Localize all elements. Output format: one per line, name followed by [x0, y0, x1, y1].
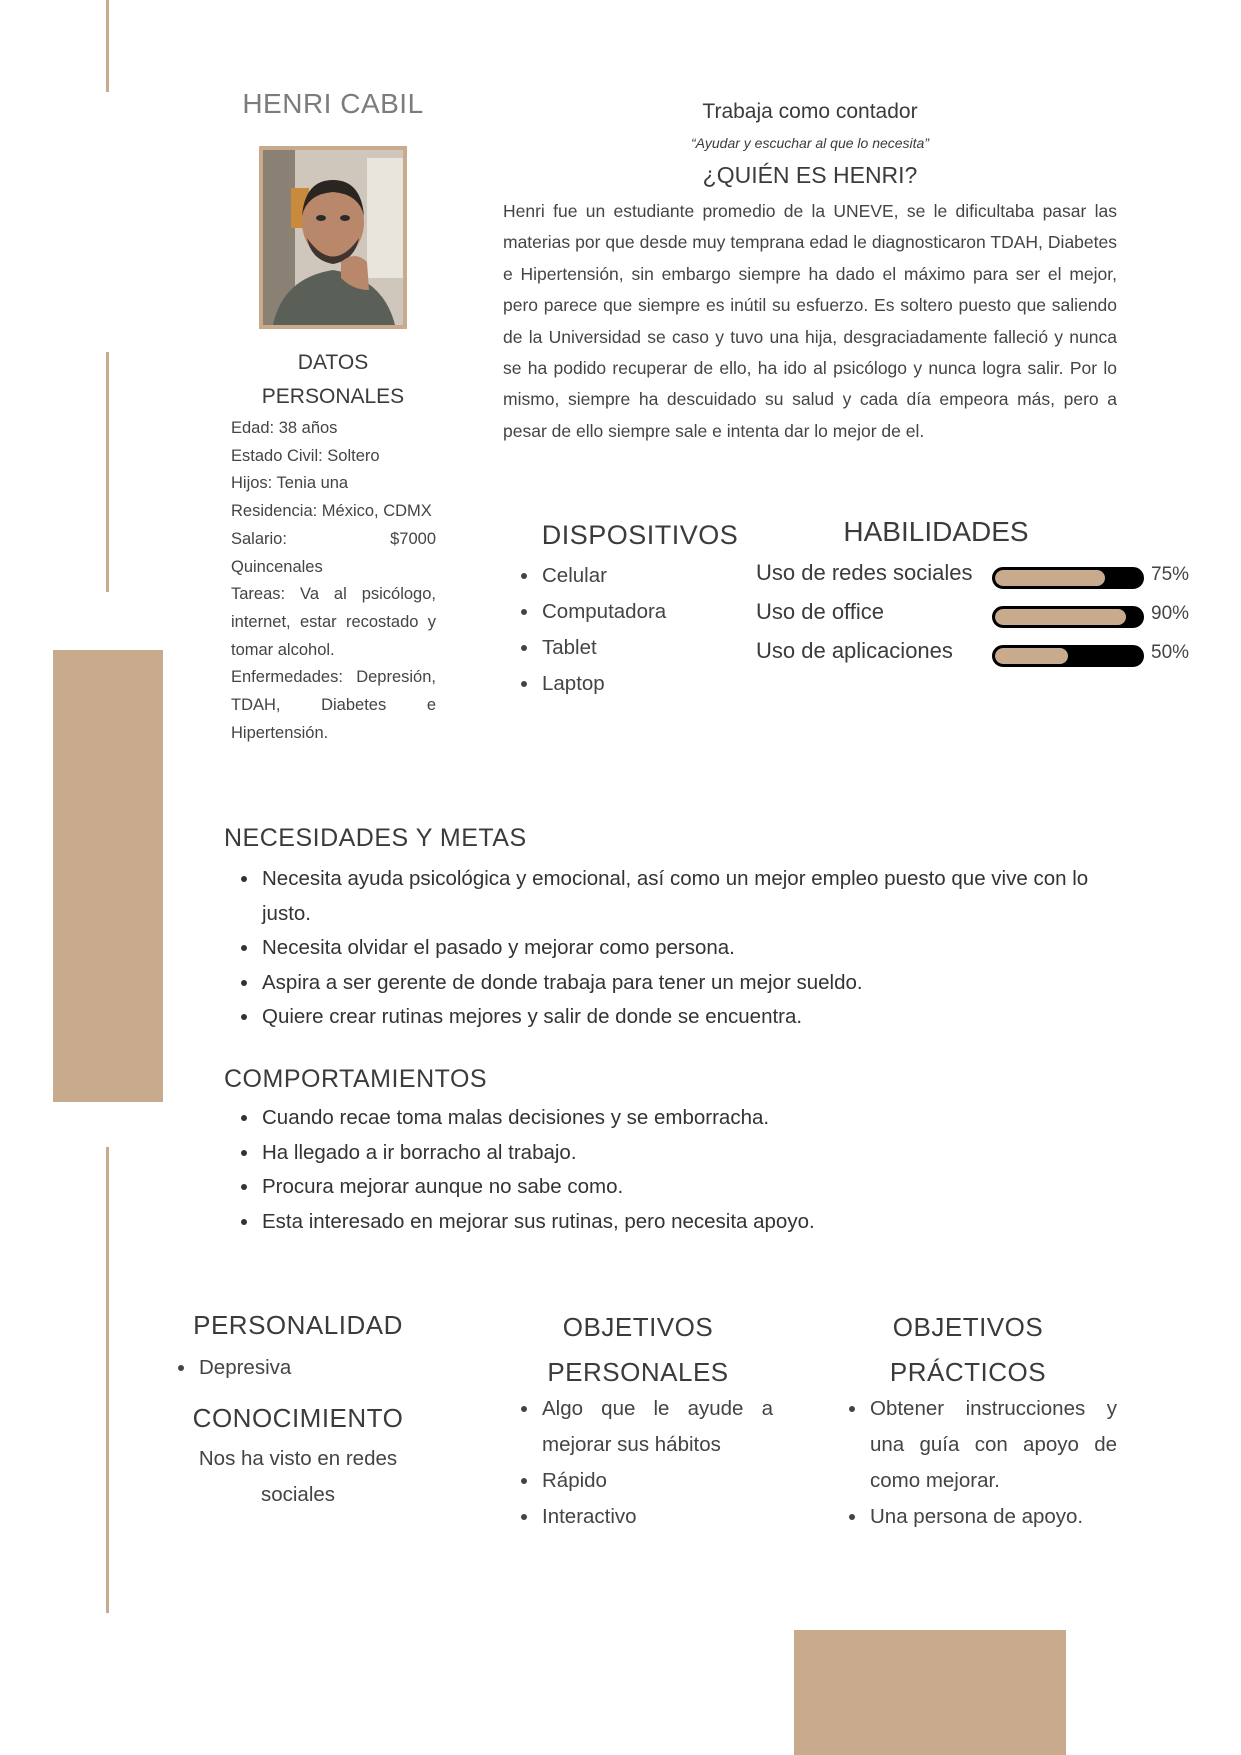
skill-progress-bar	[992, 606, 1144, 628]
skills-title: HABILIDADES	[843, 516, 1029, 547]
practical-goals-list	[833, 1391, 1117, 1535]
skill-percent: 50%	[1151, 642, 1190, 663]
personal-goal-item: • Interactivo	[540, 1499, 773, 1535]
needs-item: • Necesita olvidar el pasado y mejorar como persona.	[260, 931, 1115, 966]
job-title: Trabaja como contador	[702, 100, 918, 123]
personal-residence: Residencia: México, CDMX	[231, 502, 432, 521]
needs-list	[225, 862, 1115, 1035]
personal-marital-status: Estado Civil: Soltero	[231, 446, 380, 465]
personal-data-title-line2: PERSONALES	[261, 385, 405, 408]
personal-goals-list	[505, 1391, 773, 1535]
persona-quote: “Ayudar y escuchar al que lo necesita”	[691, 135, 929, 151]
practical-goals-title	[840, 1305, 1096, 1395]
personality-item: • Depresiva	[197, 1351, 412, 1385]
devices-title: DISPOSITIVOS	[541, 520, 739, 550]
skill-row	[756, 599, 1196, 635]
device-item: • Tablet	[540, 630, 755, 666]
personal-tasks: Tareas: Va al psicólogo, internet, estar recostado y tomar alcohol.	[231, 585, 436, 659]
personal-salary	[231, 526, 436, 554]
device-item: • Computadora	[540, 594, 755, 630]
portrait-illustration	[263, 150, 403, 325]
about-title: ¿QUIÉN ES HENRI?	[702, 162, 918, 188]
skill-progress-fill	[995, 609, 1126, 625]
personal-goals-title-line1: OBJETIVOS	[562, 1312, 714, 1342]
practical-goals-title-line2: PRÁCTICOS	[889, 1357, 1047, 1387]
needs-item: • Necesita ayuda psicológica y emocional, así como un mejor empleo puesto que vive con lo justo.	[260, 862, 1115, 931]
knowledge-text: Nos ha visto en redes sociales	[198, 1447, 398, 1506]
skill-percent: 90%	[1151, 603, 1190, 624]
salary-value: $7000	[390, 529, 436, 548]
accent-line-bottom	[106, 1147, 109, 1613]
skill-row	[756, 560, 1196, 596]
accent-block-left	[53, 650, 163, 1102]
devices-list	[505, 558, 755, 702]
needs-title: NECESIDADES Y METAS	[224, 824, 527, 852]
skill-label: Uso de office	[756, 599, 885, 624]
persona-name: HENRI CABIL	[242, 88, 424, 119]
skill-progress-fill	[995, 570, 1105, 586]
device-item: • Celular	[540, 558, 755, 594]
practical-goals-title-line1: OBJETIVOS	[892, 1312, 1044, 1342]
personality-title: PERSONALIDAD	[193, 1310, 403, 1340]
behavior-item: • Ha llegado a ir borracho al trabajo.	[260, 1136, 1115, 1171]
skill-percent: 75%	[1151, 564, 1190, 585]
personal-data-title-line1: DATOS	[297, 351, 369, 374]
device-item: • Laptop	[540, 666, 755, 702]
accent-line-middle	[106, 352, 109, 592]
knowledge-title: CONOCIMIENTO	[192, 1403, 404, 1433]
needs-item: • Quiere crear rutinas mejores y salir de donde se encuentra.	[260, 1000, 1115, 1035]
skill-label: Uso de redes sociales	[756, 560, 973, 585]
needs-item: • Aspira a ser gerente de donde trabaja para tener un mejor sueldo.	[260, 966, 1115, 1001]
skill-label: Uso de aplicaciones	[756, 638, 953, 663]
profile-photo	[259, 146, 407, 329]
about-text: Henri fue un estudiante promedio de la UNEVE, se le dificultaba pasar las materias por que desde muy temprana edad le diagnosticaron TDAH, Diabetes e Hipertensión, sin embargo siempre ha dado el máximo para ser el mejor, pero parece que siempre es inútil su esfuerzo. Es soltero puesto que saliendo de la Universidad se caso y tuvo una hija, desgraciadamente falleció y nunca se ha podido recuperar de ello, ha ido al psicólogo y nunca logra salir. Por lo mismo, siempre ha descuidado su salud y cada día empeora más, pero a pesar de ello siempre sale e intenta dar lo mejor de el.	[503, 201, 1117, 441]
personal-goals-title-line2: PERSONALES	[547, 1357, 729, 1387]
personal-goal-item: • Rápido	[540, 1463, 773, 1499]
skill-row	[756, 638, 1196, 674]
practical-goal-item: • Obtener instrucciones y una guía con apoyo de como mejorar.	[868, 1391, 1117, 1499]
behavior-item: • Cuando recae toma malas decisiones y se emborracha.	[260, 1101, 1115, 1136]
personal-illnesses: Enfermedades: Depresión, TDAH, Diabetes e Hipertensión.	[231, 668, 436, 742]
behaviors-list	[225, 1101, 1115, 1239]
personal-goal-item: • Algo que le ayude a mejorar sus hábitos	[540, 1391, 773, 1463]
skill-progress-bar	[992, 645, 1144, 667]
personal-age: Edad: 38 años	[231, 419, 338, 437]
personal-data-title	[230, 346, 436, 414]
personal-data-list	[231, 415, 436, 747]
personality-list	[162, 1351, 412, 1385]
accent-line-top	[106, 0, 109, 92]
salary-period: Quincenales	[231, 557, 323, 576]
skill-progress-fill	[995, 648, 1068, 664]
salary-label: Salario:	[231, 529, 287, 548]
skill-progress-bar	[992, 567, 1144, 589]
behaviors-title: COMPORTAMIENTOS	[224, 1065, 488, 1093]
accent-block-bottom	[794, 1630, 1066, 1755]
behavior-item: • Procura mejorar aunque no sabe como.	[260, 1170, 1115, 1205]
personal-children: Hijos: Tenia una	[231, 474, 349, 493]
behavior-item: • Esta interesado en mejorar sus rutinas, pero necesita apoyo.	[260, 1205, 1115, 1240]
personal-goals-title	[510, 1305, 766, 1395]
practical-goal-item: • Una persona de apoyo.	[868, 1499, 1117, 1535]
